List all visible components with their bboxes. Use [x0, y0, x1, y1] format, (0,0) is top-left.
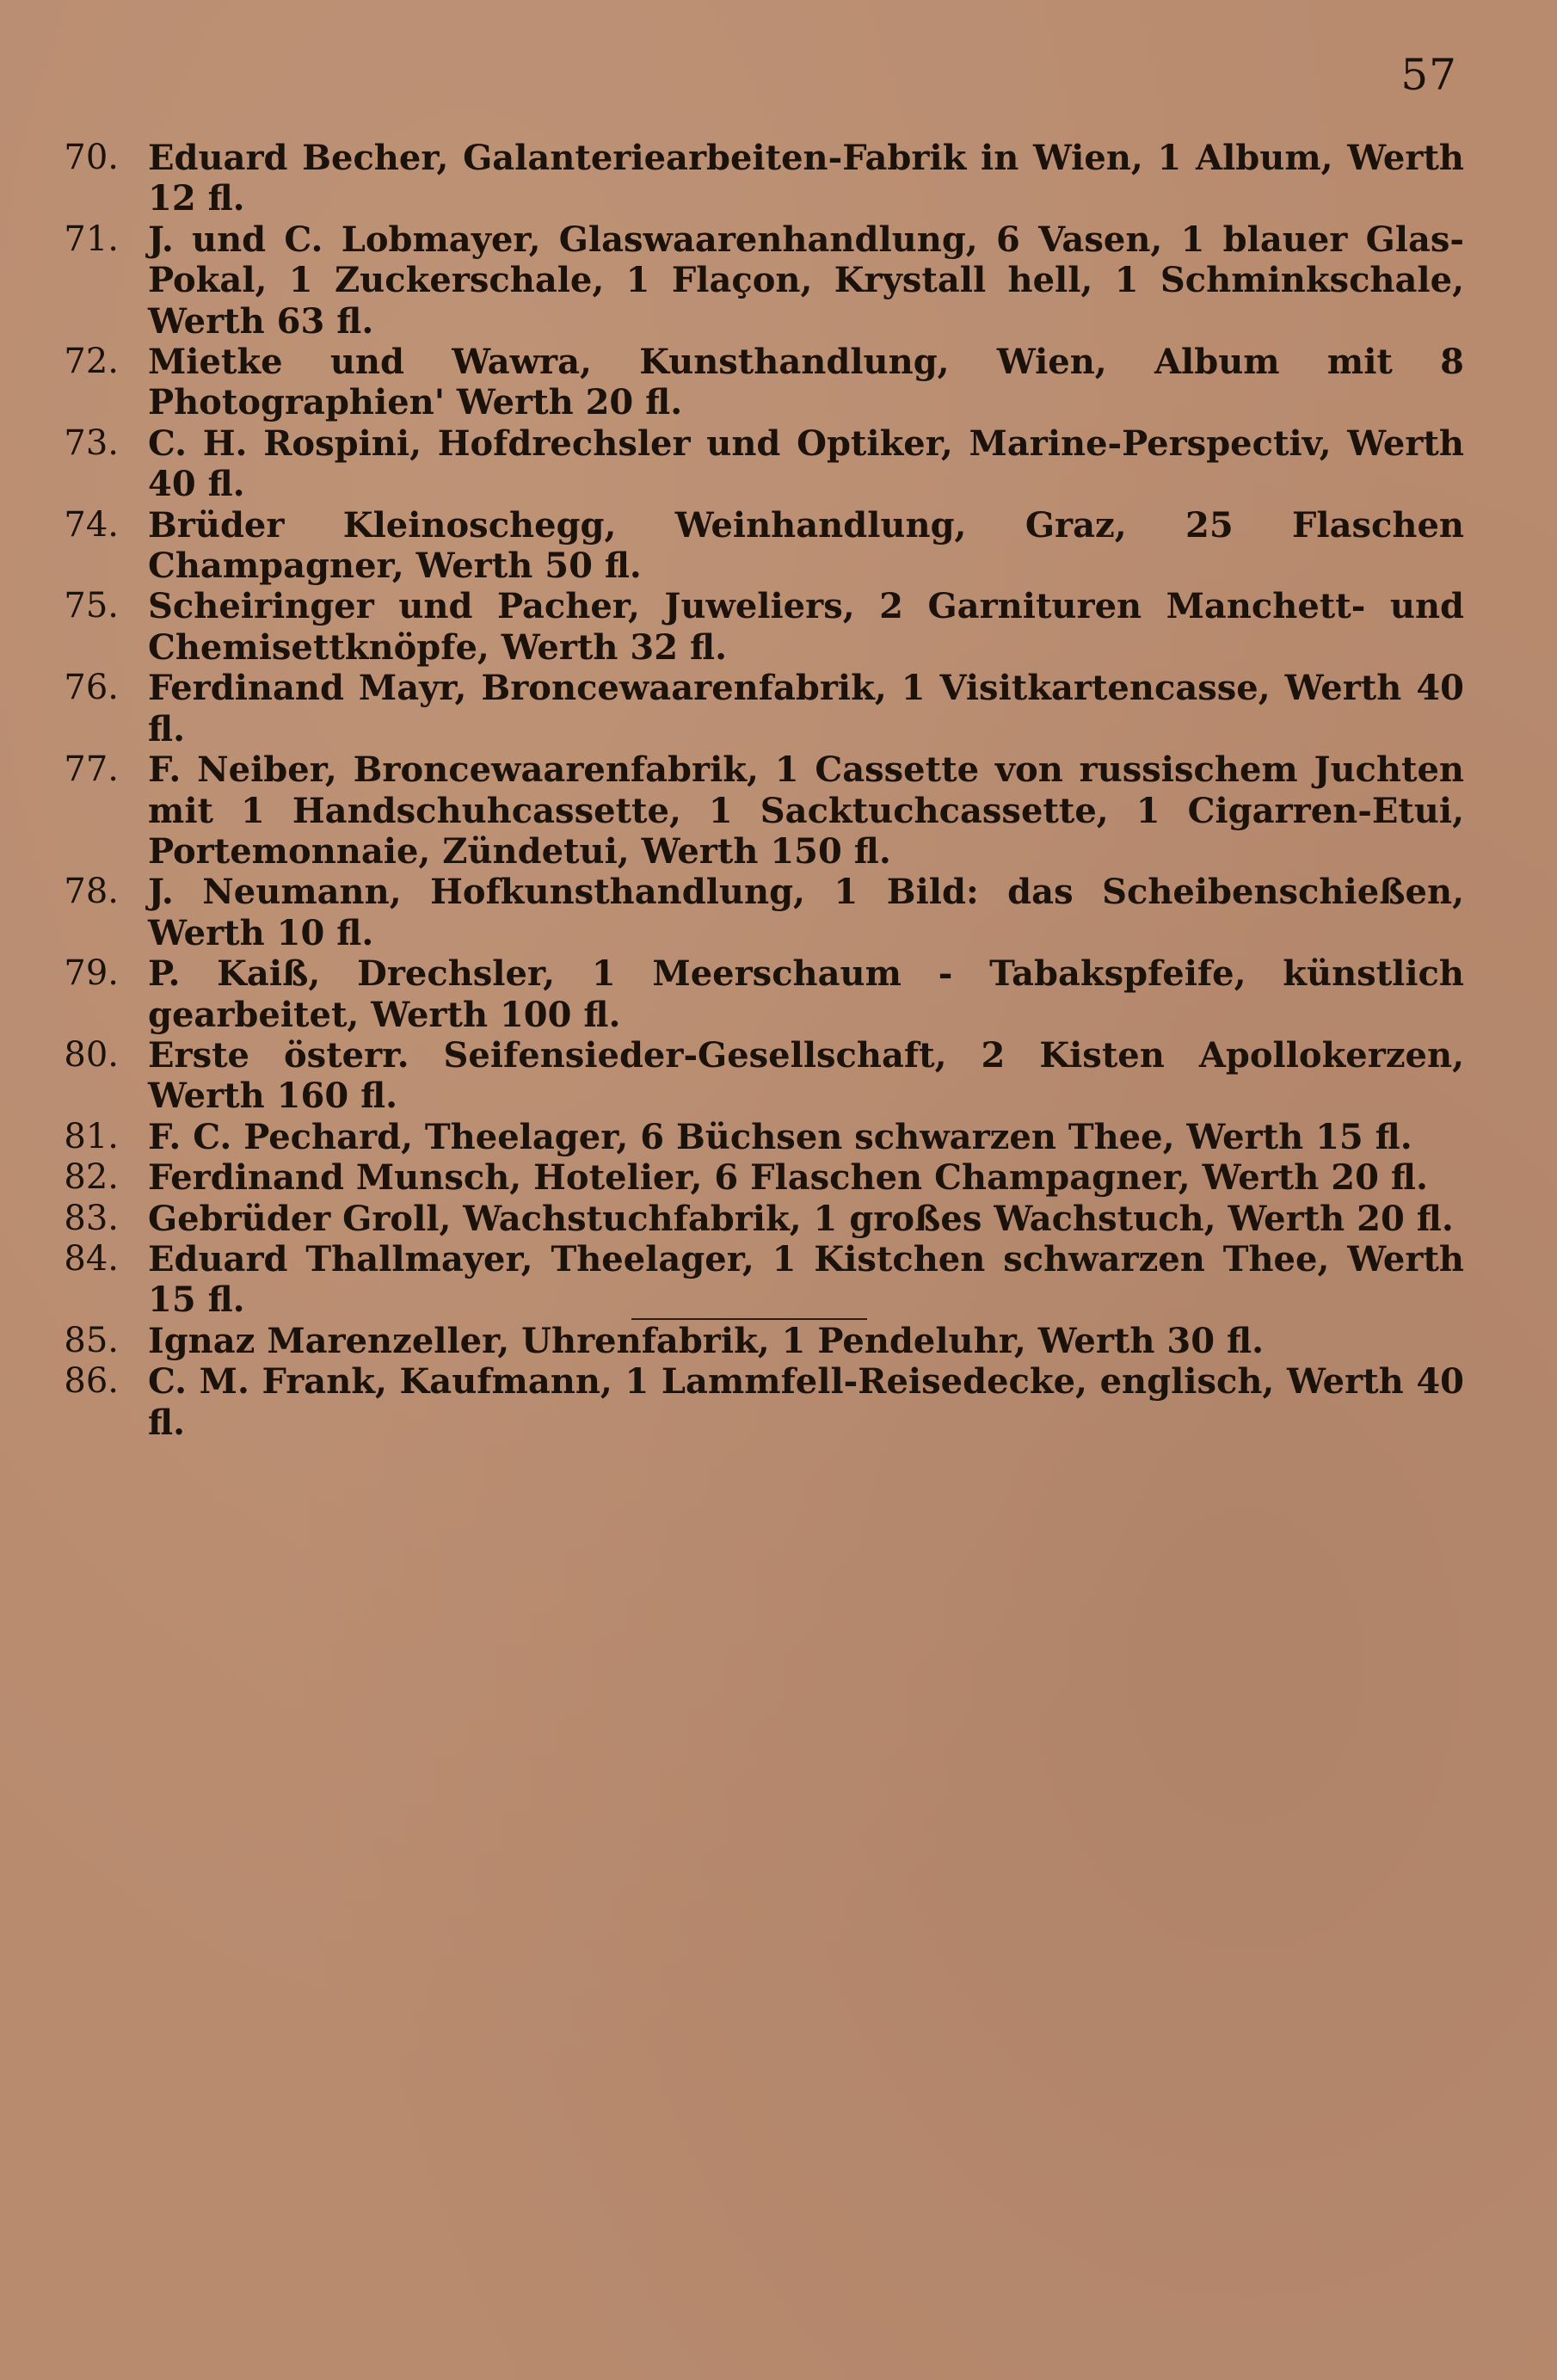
- entry-number: 79.: [64, 953, 119, 994]
- list-item: [45, 219, 1464, 342]
- entry-text: Gebrüder Groll, Wachstuchfabrik, 1 großes Wachstuch, Werth 20 fl.: [148, 1198, 1454, 1239]
- entry-text: C. M. Frank, Kaufmann, 1 Lammfell-Reisedecke, englisch, Werth 40 fl.: [148, 1361, 1464, 1443]
- list-item: [45, 1035, 1464, 1117]
- entry-number: 86.: [64, 1361, 119, 1402]
- entry-text: C. H. Rospini, Hofdrechsler und Optiker, Marine-Perspectiv, Werth 40 fl.: [148, 422, 1464, 505]
- entry-text: P. Kaiß, Drechsler, 1 Meerschaum - Tabakspfeife, künstlich gearbeitet, Werth 100 fl.: [148, 953, 1464, 1035]
- entry-text: Ignaz Marenzeller, Uhrenfabrik, 1 Pendeluhr, Werth 30 fl.: [148, 1320, 1264, 1361]
- entry-number: 84.: [64, 1238, 119, 1279]
- entry-number: 77.: [64, 749, 119, 790]
- entry-text: F. Neiber, Broncewaarenfabrik, 1 Cassette von russischem Juchten mit 1 Handschuhcassette, 1 Sacktuchcassette, 1 Cigarren-Etui, Portemonnaie, Zündetui, Werth 150 fl.: [148, 749, 1464, 872]
- list-item: [45, 1199, 1464, 1239]
- entry-number: 83.: [64, 1198, 119, 1238]
- entry-text: Mietke und Wawra, Kunsthandlung, Wien, Album mit 8 Photographien' Werth 20 fl.: [148, 342, 1464, 423]
- list-item: [45, 749, 1464, 872]
- entry-number: 70.: [64, 138, 119, 177]
- list-item: [45, 1117, 1464, 1157]
- entry-number: 85.: [64, 1320, 119, 1360]
- list-item: [45, 1361, 1464, 1443]
- list-item: [45, 1239, 1464, 1321]
- entry-text: J. und C. Lobmayer, Glaswaarenhandlung, 6 Vasen, 1 blauer Glas-Pokal, 1 Zuckerschale, 1 Flaçon, Krystall hell, 1 Schminkschale, Werth 63 fl.: [148, 219, 1464, 342]
- list-item: [45, 423, 1464, 505]
- list-item: [45, 505, 1464, 587]
- entry-number: 81.: [64, 1116, 119, 1156]
- list-item: [45, 1157, 1464, 1198]
- list-item: [45, 953, 1464, 1035]
- entry-number: 73.: [64, 422, 119, 463]
- entry-number: 71.: [64, 219, 119, 259]
- entry-text: Ferdinand Munsch, Hotelier, 6 Flaschen Champagner, Werth 20 fl.: [148, 1157, 1428, 1199]
- list-item: [45, 342, 1464, 423]
- entry-text: J. Neumann, Hofkunsthandlung, 1 Bild: das Scheibenschießen, Werth 10 fl.: [148, 872, 1464, 953]
- list-item: [45, 138, 1464, 219]
- list-item: [45, 1321, 1464, 1361]
- page-number: 57: [1400, 50, 1457, 100]
- entry-number: 76.: [64, 668, 119, 708]
- entry-text: Erste österr. Seifensieder-Gesellschaft, 2 Kisten Apollokerzen, Werth 160 fl.: [148, 1034, 1464, 1117]
- entry-text: Scheiringer und Pacher, Juweliers, 2 Garnituren Manchett- und Chemisettknöpfe, Werth 32 fl.: [148, 586, 1464, 668]
- entry-text: Brüder Kleinoschegg, Weinhandlung, Graz, 25 Flaschen Champagner, Werth 50 fl.: [148, 504, 1464, 587]
- entry-text: Eduard Becher, Galanteriearbeiten-Fabrik in Wien, 1 Album, Werth 12 fl.: [148, 138, 1464, 219]
- entry-number: 75.: [64, 586, 119, 626]
- entry-text: Ferdinand Mayr, Broncewaarenfabrik, 1 Visitkartencasse, Werth 40 fl.: [148, 668, 1464, 749]
- entry-number: 78.: [64, 872, 119, 912]
- entry-text: F. C. Pechard, Theelager, 6 Büchsen schwarzen Thee, Werth 15 fl.: [148, 1116, 1412, 1157]
- entry-number: 74.: [64, 504, 119, 545]
- section-divider: [631, 1318, 867, 1320]
- list-item: [45, 586, 1464, 668]
- entry-number: 72.: [64, 342, 119, 382]
- entry-text: Eduard Thallmayer, Theelager, 1 Kistchen schwarzen Thee, Werth 15 fl.: [148, 1238, 1464, 1321]
- list-item: [45, 668, 1464, 749]
- entry-number: 80.: [64, 1034, 119, 1075]
- entry-number: 82.: [64, 1157, 119, 1198]
- list-item: [45, 872, 1464, 953]
- donation-list: [45, 138, 1464, 1443]
